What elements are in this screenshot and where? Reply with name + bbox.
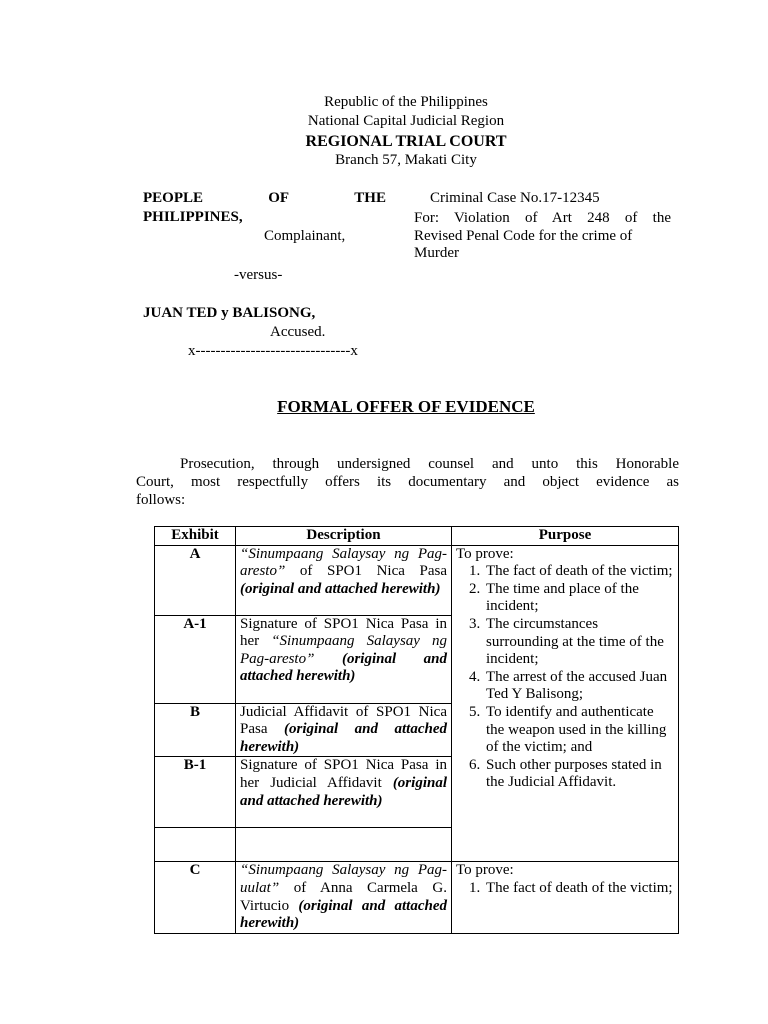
document-title: FORMAL OFFER OF EVIDENCE (277, 397, 535, 416)
plaintiff-word3: THE (354, 190, 386, 206)
purpose-item: 5. To identify and authenticate the weapon used in the killing of the victim; and (484, 704, 674, 757)
branch-line: Branch 57, Makati City (335, 152, 477, 168)
evidence-table (154, 526, 679, 934)
purpose-item: 6. Such other purposes stated in the Judicial Affidavit. (484, 757, 674, 792)
region-line: National Capital Judicial Region (307, 113, 505, 129)
caption-separator: x-------------------------------x (188, 343, 358, 359)
plaintiff-word1: PEOPLE (143, 190, 204, 206)
table-row (155, 545, 679, 615)
purpose-lead: To prove: (456, 862, 514, 879)
plaintiff-word2: OF (268, 190, 290, 206)
case-for-line1: For: Violation of Art 248 of the (414, 210, 671, 226)
purpose-item: 1. The fact of death of the victim; (484, 880, 674, 898)
court-name: REGIONAL TRIAL COURT (305, 133, 507, 150)
header-purpose: Purpose (452, 527, 679, 546)
description-cell: “Sinumpaang Salaysay ng Pag-aresto” of SPO1 Nica Pasa (original and attached herewith) (236, 545, 452, 615)
accused-role: Accused. (270, 324, 326, 340)
description-cell: Signature of SPO1 Nica Pasa in her “Sinumpaang Salaysay ng Pag-aresto” (original and attached herewith) (236, 615, 452, 703)
case-number: Criminal Case No.17-12345 (430, 190, 600, 206)
table-row (155, 862, 679, 933)
exhibit-cell: B-1 (155, 757, 236, 828)
plaintiff-line2: PHILIPPINES, (143, 209, 243, 225)
purpose-item: 3. The circumstances surrounding at the time of the incident; (484, 616, 674, 669)
description-cell: Signature of SPO1 Nica Pasa in her Judicial Affidavit (original and attached herewith) (236, 757, 452, 828)
intro-line2: Court, most respectfully offers its documentary and object evidence as (136, 474, 679, 490)
purpose-item: 4. The arrest of the accused Juan Ted Y Balisong; (484, 669, 674, 704)
purpose-cell (452, 545, 679, 862)
plaintiff-role: Complainant, (264, 228, 346, 244)
purpose-item: 2. The time and place of the incident; (484, 581, 674, 616)
empty-cell (155, 828, 236, 862)
exhibit-cell: A-1 (155, 615, 236, 703)
purpose-cell (452, 862, 679, 933)
purpose-list (456, 880, 674, 898)
purpose-item: 1. The fact of death of the victim; (484, 563, 674, 581)
plaintiff-line1 (143, 190, 386, 208)
case-for-line3: Murder (414, 245, 459, 261)
republic-line: Republic of the Philippines (324, 94, 488, 110)
header-exhibit: Exhibit (155, 527, 236, 546)
accused-name: JUAN TED y BALISONG, (143, 305, 316, 321)
intro-line1: Prosecution, through undersigned counsel and unto this Honorable (180, 456, 679, 472)
versus-label: -versus- (234, 267, 283, 283)
purpose-list (456, 563, 674, 792)
exhibit-cell: B (155, 703, 236, 757)
exhibit-cell: A (155, 545, 236, 615)
description-cell: Judicial Affidavit of SPO1 Nica Pasa (original and attached herewith) (236, 703, 452, 757)
case-for-line2: Revised Penal Code for the crime of (414, 228, 633, 244)
exhibit-cell: C (155, 862, 236, 933)
intro-line3: follows: (136, 492, 186, 508)
description-cell: “Sinumpaang Salaysay ng Pag-uulat” of Anna Carmela G. Virtucio (original and attached herewith) (236, 862, 452, 933)
header-description: Description (236, 527, 452, 546)
table-header-row (155, 527, 679, 546)
purpose-lead: To prove: (456, 545, 514, 562)
empty-cell (236, 828, 452, 862)
